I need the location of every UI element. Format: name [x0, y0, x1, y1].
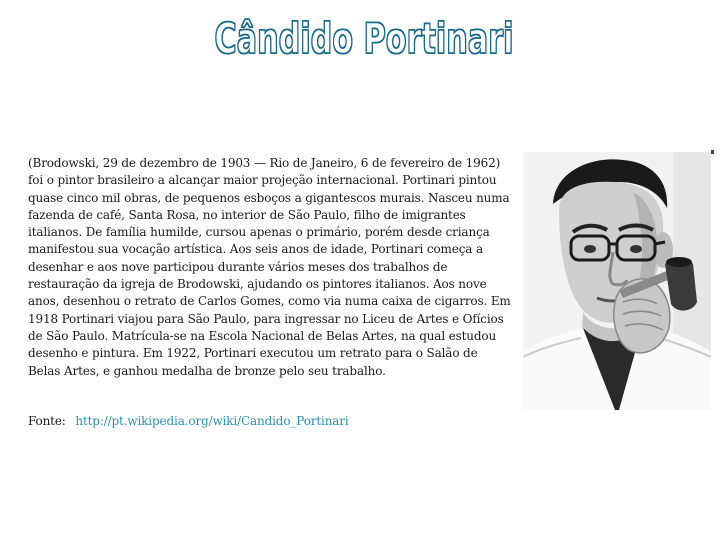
portrait-photo [523, 152, 711, 410]
photo-corner-mark [711, 150, 714, 154]
source-link[interactable]: http://pt.wikipedia.org/wiki/Candido_Portinari [75, 414, 349, 428]
source-label: Fonte: [28, 414, 66, 428]
page-title: Cândido Portinari [214, 14, 514, 63]
source-line [28, 414, 349, 428]
biography-text: (Brodowski, 29 de dezembro de 1903 — Rio de Janeiro, 6 de fevereiro de 1962) foi o pintor brasileiro a alcançar maior projeção internacional. Portinari pintou quase cinco mil obras, de pequenos esboços a gigantescos murais. Nasceu numa fazenda de café, Santa Rosa, no interior de São Paulo, filho de imigrantes italianos. De família humilde, cursou apenas o primário, porém desde criança manifestou sua vocação artística. Aos seis anos de idade, Portinari começa a desenhar e aos nove participou durante vários meses dos trabalhos de restauração da igreja de Brodowski, ajudando os pintores italianos. Aos nove anos, desenhou o retrato de Carlos Gomes, como via numa caixa de cigarros. Em 1918 Portinari viajou para São Paulo, para ingressar no Liceu de Artes e Ofícios de São Paulo. Matrícula-se na Escola Nacional de Belas Artes, na qual estudou desenho e pintura. Em 1922, Portinari executou um retrato para o Salão de Belas Artes, e ganhou medalha de bronze pelo seu trabalho. [28, 156, 511, 378]
